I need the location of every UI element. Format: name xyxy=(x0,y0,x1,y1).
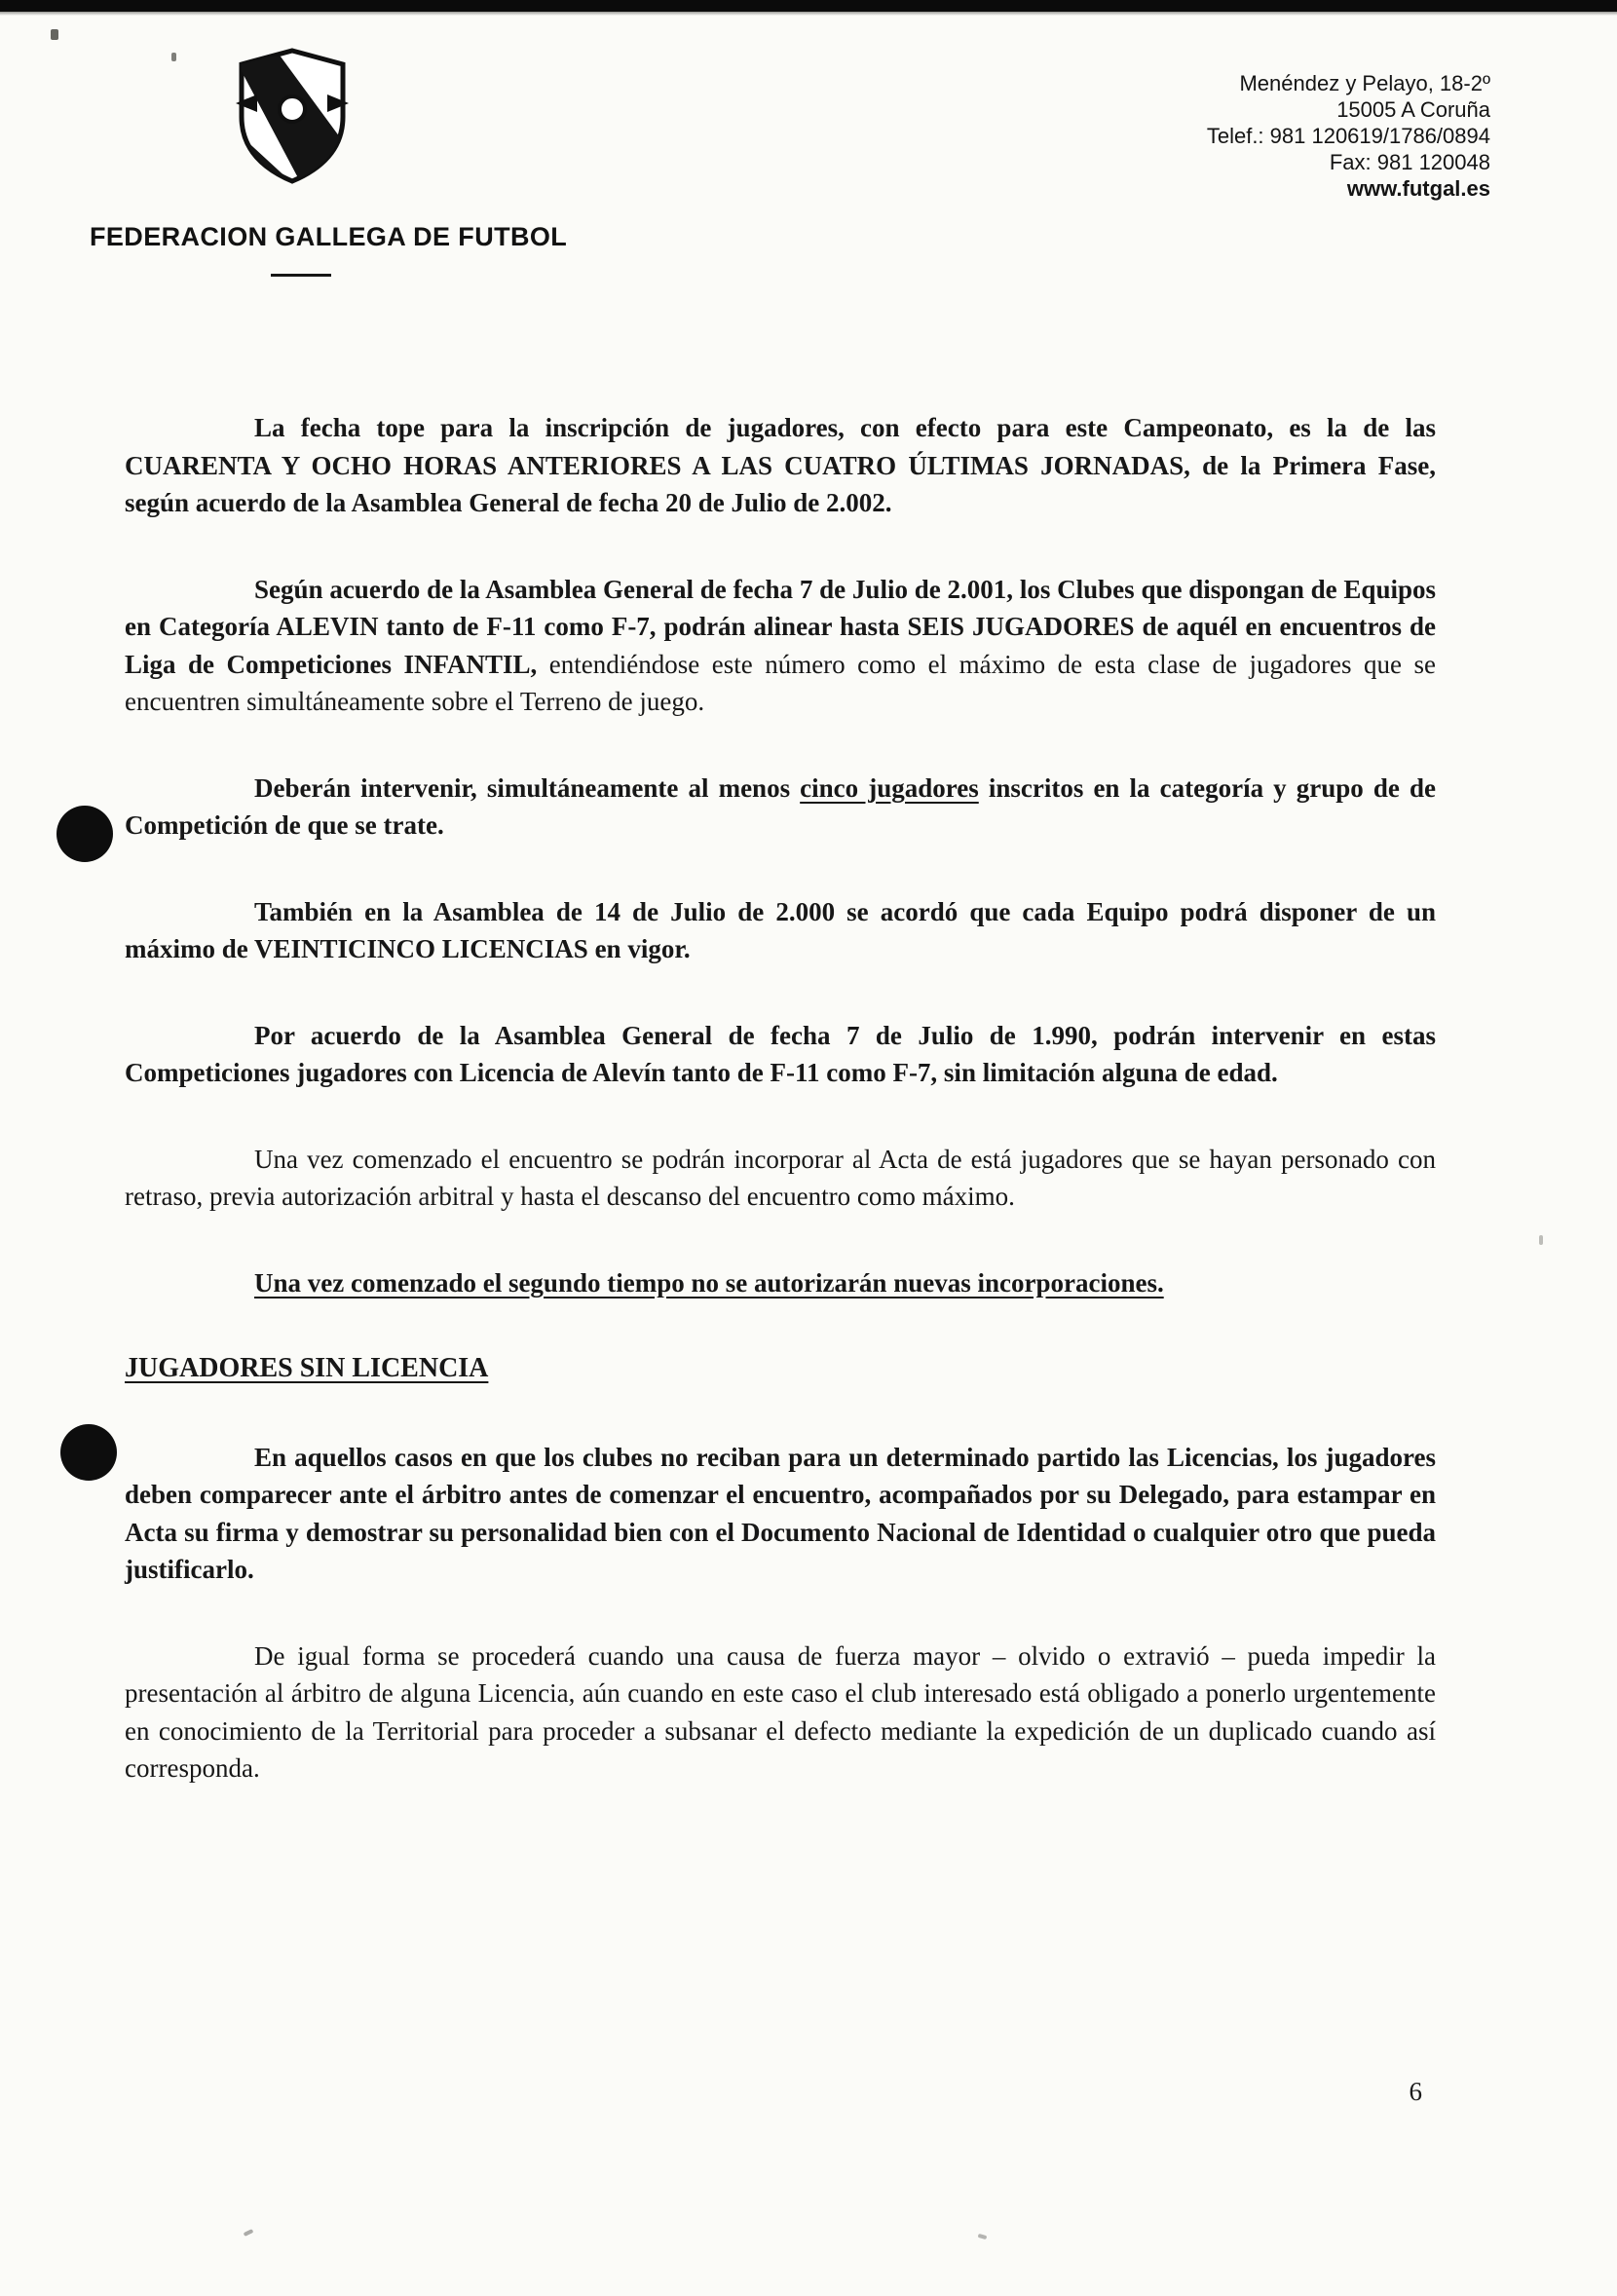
paragraph xyxy=(125,1017,1436,1092)
federation-crest-icon xyxy=(232,43,353,189)
paragraph xyxy=(125,571,1436,721)
hole-punch-bottom xyxy=(60,1424,117,1481)
text-segment: entendiéndose este número como el máximo de esta clase de jugadores que se encuentren simultáneamente sobre el Terreno de juego. xyxy=(125,649,1436,716)
address-city: 15005 A Coruña xyxy=(1336,97,1490,122)
paragraph xyxy=(125,893,1436,968)
text-segment: Deberán intervenir, simultáneamente al menos xyxy=(254,772,801,803)
scan-edge-artifact xyxy=(0,0,1617,12)
address-website: www.futgal.es xyxy=(1346,176,1490,201)
paragraph xyxy=(125,409,1436,522)
text-segment: La fecha tope para la inscripción de jugadores, con efecto para este Campeonato, es la de las CUARENTA Y OCHO HORAS ANTERIORES A LAS CUATRO ÚLTIMAS JORNADAS, de la Primera Fase, según acuerdo de la Asamblea General de fecha 20 de Julio de 2.002. xyxy=(125,413,1436,517)
text-segment: De igual forma se procederá cuando una causa de fuerza mayor – olvido o extravió – pueda impedir la presentación al árbitro de alguna Licencia, aún cuando en este caso el club interesado está obligado a ponerlo urgentemente en conocimiento de la Territorial para proceder a subsanar el defecto mediante la expedición de un duplicado cuando así corresponda. xyxy=(125,1640,1436,1783)
text-segment: También en la Asamblea de 14 de Julio de 2.000 se acordó que cada Equipo podrá disponer de un máximo de VEINTICINCO LICENCIAS en vigor. xyxy=(125,896,1436,963)
header-address-block xyxy=(1207,70,1490,202)
text-segment: JUGADORES SIN LICENCIA xyxy=(125,1353,489,1383)
org-name-underline xyxy=(271,274,331,277)
scan-speck xyxy=(171,53,176,61)
scan-speck xyxy=(978,2234,988,2240)
document-body xyxy=(125,409,1436,1836)
paragraph xyxy=(125,1439,1436,1589)
text-segment: En aquellos casos en que los clubes no reciban para un determinado partido las Licencias, los jugadores deben comparecer ante el árbitro antes de comenzar el encuentro, acompañados por su Delegado, para estampar en Acta su firma y demostrar su personalidad bien con el Documento Nacional de Identidad o cualquier otro que pueda justificarlo. xyxy=(125,1442,1436,1584)
text-segment: Según acuerdo de la Asamblea General de fecha 7 de Julio de 2.001, los Clubes que dispongan de Equipos en Categoría ALEVIN tanto de F-11 como F-7, podrán alinear hasta SEIS JUGADORES de aquél en encuentros de Liga de Competiciones INFANTIL, xyxy=(125,574,1436,679)
org-name: FEDERACION GALLEGA DE FUTBOL xyxy=(90,222,568,251)
scan-speck xyxy=(244,2229,254,2237)
text-segment: Una vez comenzado el segundo tiempo no se autorizarán nuevas incorporaciones. xyxy=(254,1267,1164,1298)
hole-punch-top xyxy=(56,806,113,862)
text-segment: Una vez comenzado el encuentro se podrán incorporar al Acta de está jugadores que se hayan personado con retraso, previa autorización arbitral y hasta el descanso del encuentro como máximo. xyxy=(125,1144,1436,1211)
paragraph xyxy=(125,770,1436,845)
text-segment: inscritos en la categoría y grupo de de Competición de que se trate. xyxy=(125,772,1436,840)
scan-edge-shadow xyxy=(0,12,1617,16)
paragraph xyxy=(125,1141,1436,1216)
scan-speck xyxy=(51,29,58,40)
address-phone: Telef.: 981 120619/1786/0894 xyxy=(1206,124,1490,148)
section-heading xyxy=(125,1350,1436,1388)
address-fax: Fax: 981 120048 xyxy=(1329,150,1490,174)
address-street: Menéndez y Pelayo, 18-2º xyxy=(1239,71,1490,95)
page-number: 6 xyxy=(1409,2077,1422,2106)
paragraph xyxy=(125,1637,1436,1788)
paragraph xyxy=(125,1264,1436,1302)
text-segment: cinco jugadores xyxy=(800,772,979,803)
scan-speck xyxy=(1539,1235,1543,1245)
text-segment: Por acuerdo de la Asamblea General de fecha 7 de Julio de 1.990, podrán intervenir en estas Competiciones jugadores con Licencia de Alevín tanto de F-11 como F-7, sin limitación alguna de edad. xyxy=(125,1020,1436,1087)
